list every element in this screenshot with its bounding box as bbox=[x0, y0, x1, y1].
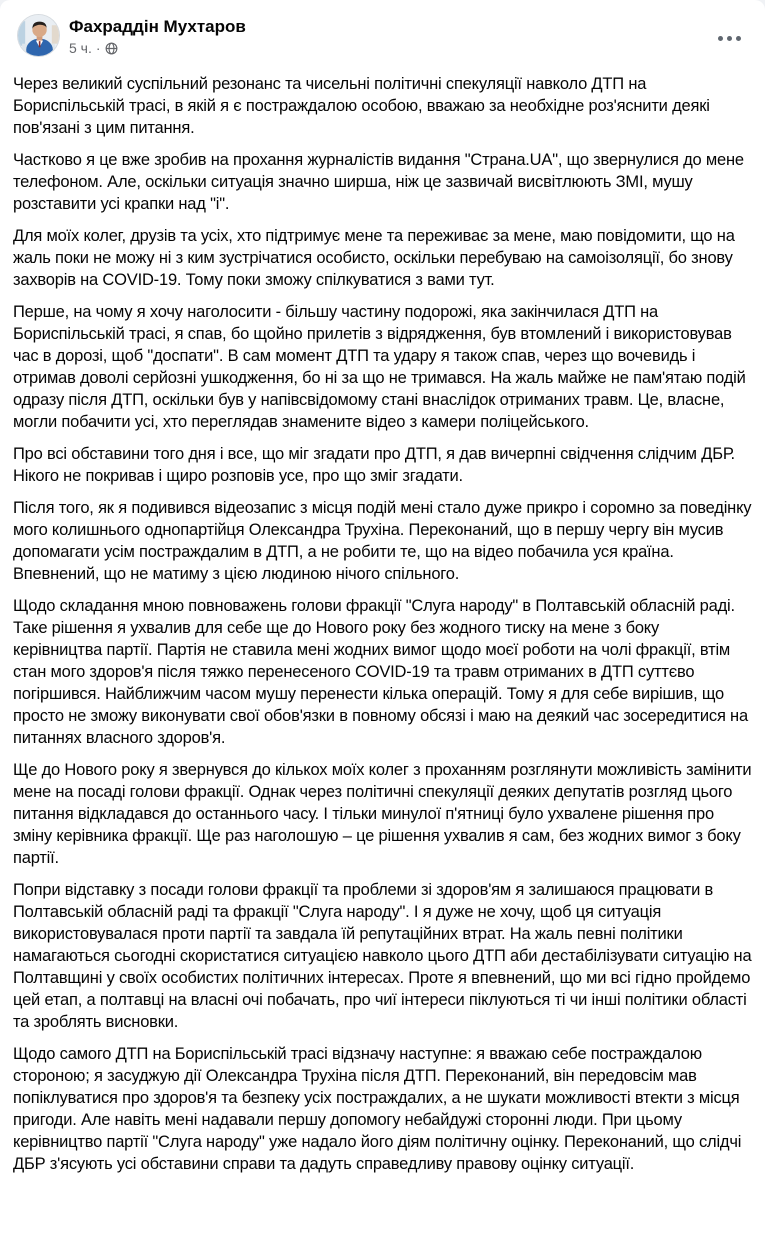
ellipsis-icon bbox=[718, 36, 741, 41]
post-paragraph: Для моїх колег, друзів та усіх, хто підтримує мене та переживає за мене, маю повідомити, що на жаль поки не можу ні з ким зустрічатися особисто, оскільки перебуваю на самоізоляції, бо знову захворів на COVID-19. Тому поки зможу спілкуватися з вами тут. bbox=[13, 227, 740, 289]
author-name[interactable]: Фахраддін Мухтаров bbox=[69, 17, 246, 36]
post-header bbox=[0, 0, 765, 57]
post-paragraph: Ще до Нового року я звернувся до кількох моїх колег з проханням розглянути можливість замінити мене на посаді голови фракції. Однак через політичні спекуляції деяких депутатів розгляд цього питання відкладався до останнього часу. І тільки минулої п'ятниці було ухвалене рішення про зміну керівника фракції. Ще раз наголошую – це рішення ухвалив я сам, без жодних вимог з боку партії. bbox=[13, 761, 756, 867]
post-paragraph: Про всі обставини того дня і все, що міг згадати про ДТП, я дав вичерпні свідчення слідчим ДБР. Нікого не покривав і щиро розповів усе, про що зміг згадати. bbox=[13, 445, 740, 485]
post-paragraph: Перше, на чому я хочу наголосити - більшу частину подорожі, яка закінчилася ДТП на Бориспільській трасі, я спав, бо щойно прилетів з відрядження, був втомлений і використовував час в дорозі, щоб "доспати". В сам момент ДТП та удару я також спав, через що вочевидь і отримав доволі серйозні ушкодження, бо ні за що не тримався. На жаль майже не пам'ятаю подій одразу після ДТП, оскільки був у напівсвідомому стані внаслідок отриманих травм. Це, власне, могли побачити усі, хто переглядав знамените відео з камери поліцейського. bbox=[13, 303, 751, 431]
header-text bbox=[69, 14, 246, 57]
meta-separator: · bbox=[95, 40, 101, 56]
post-paragraph: Після того, як я подивився відеозапис з місця подій мені стало дуже прикро і соромно за поведінку мого колишнього однопартійця Олександра Трухіна. Переконаний, що в першу чергу він мусив допомагати усім постраждалим в ДТП, а не робити те, що на відео побачила уся країна. Впевнений, що не матиму з цією людиною нічого спільного. bbox=[13, 499, 756, 583]
profile-photo-icon bbox=[18, 15, 59, 56]
post-body bbox=[0, 57, 765, 1193]
post-timestamp[interactable]: 5 ч. bbox=[69, 40, 92, 56]
post-paragraph: Частково я це вже зробив на прохання журналістів видання "Страна.UA", що звернулися до мене телефоном. Але, оскільки ситуація значно ширша, ніж це зазвичай висвітлюють ЗМІ, мушу розставити усі крапки над "і". bbox=[13, 151, 749, 213]
post-paragraph: Попри відставку з посади голови фракції та проблеми зі здоров'ям я залишаюся працювати в Полтавській обласній раді та фракції "Слуга народу". І я дуже не хочу, щоб ця ситуація використовувалася проти партії та завдала їй репутаційних втрат. На жаль певні політики намагаються сьогодні скористатися ситуацією навколо цього ДТП аби дестабілізувати ситуацію на Полтавщині у своїх особистих політичних інтересах. Проте я впевнений, що ми всі гідно пройдемо цей етап, а полтавці на власні очі побачать, про чиї інтереси піклуються ті чи інші політики області та зроблять висновки. bbox=[13, 881, 756, 1031]
post-paragraph: Через великий суспільний резонанс та чисельні політичні спекуляції навколо ДТП на Бориспільській трасі, в якій я є постраждалою особою, вважаю за необхідне роз'яснити деякі пов'язані з цим питання. bbox=[13, 75, 715, 137]
post-meta bbox=[69, 40, 246, 57]
post-menu-button[interactable] bbox=[711, 20, 747, 56]
globe-icon bbox=[105, 42, 118, 55]
post-paragraph: Щодо складання мною повноважень голови фракції "Слуга народу" в Полтавській обласній раді. Таке рішення я ухвалив для себе ще до Нового року без жодного тиску на мене з боку керівництва партії. Партія не ставила мені жодних вимог щодо моєї роботи на чолі фракції, втім стан мого здоров'я після тяжко перенесеного COVID-19 та травм отриманих в ДТП суттєво погіршився. Найближчим часом мушу перенести кілька операцій. Тому я для себе вирішив, що просто не зможу виконувати свої обов'язки в повному обсязі і маю на деякий час зосередитися на питаннях власного здоров'я. bbox=[13, 597, 753, 747]
post-paragraph: Щодо самого ДТП на Бориспільській трасі відзначу наступне: я вважаю себе постраждалою стороною; я засуджую дії Олександра Трухіна після ДТП. Переконаний, він передовсім мав попіклуватися про здоров'я та безпеку усіх постраждалих, а не шукати можливості втекти з місця пригоди. Але навіть мені надавали першу допомогу небайдужі сторонні люди. При цьому керівництво партії "Слуга народу" уже надало його діям політичну оцінку. Переконаний, що слідчі ДБР з'ясують усі обставини справи та дадуть справедливу правову оцінку ситуації. bbox=[13, 1045, 746, 1173]
avatar[interactable] bbox=[17, 14, 60, 57]
